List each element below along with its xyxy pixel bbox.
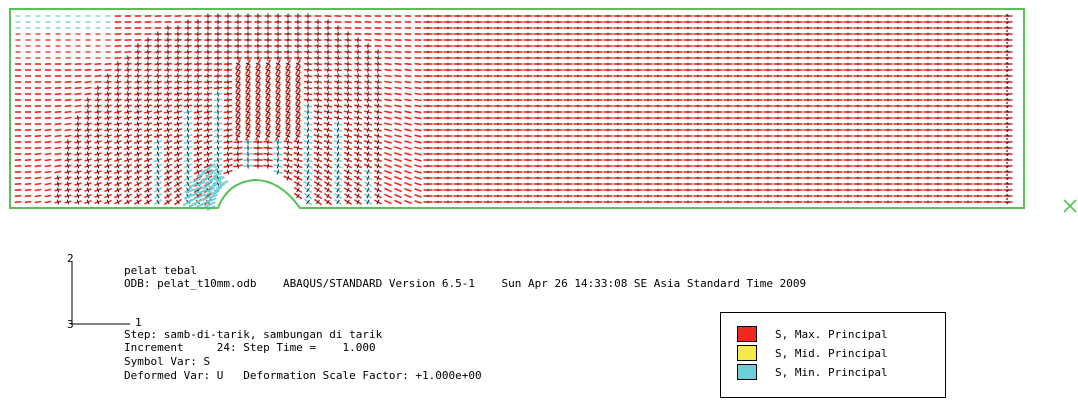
legend-label-min: S, Min. Principal xyxy=(775,365,888,379)
legend-label-max: S, Max. Principal xyxy=(775,327,888,341)
symbol-legend xyxy=(720,312,946,398)
legend-label-mid: S, Mid. Principal xyxy=(775,346,888,360)
legend-swatch-max xyxy=(737,326,757,342)
legend-item-mid xyxy=(737,345,888,361)
stress-symbol-field xyxy=(15,14,1013,211)
triad-axis-2-label: 2 xyxy=(67,252,74,265)
deformed-var-line: Deformed Var: U Deformation Scale Factor: +1.000e+00 xyxy=(124,369,482,382)
triad-axis-3-label: 3 xyxy=(67,318,74,331)
symbol-var-line: Symbol Var: S xyxy=(124,355,211,368)
legend-item-max xyxy=(737,326,888,342)
model-title: pelat tebal xyxy=(124,264,197,277)
legend-swatch-mid xyxy=(737,345,757,361)
legend-item-min xyxy=(737,364,888,380)
increment-line: Increment 24: Step Time = 1.000 xyxy=(124,341,376,354)
view-center-marker-icon[interactable] xyxy=(1064,200,1076,212)
odb-info-line: ODB: pelat_t10mm.odb ABAQUS/STANDARD Version 6.5-1 Sun Apr 26 14:33:08 SE Asia Standard Time 2009 xyxy=(124,277,807,290)
legend-swatch-min xyxy=(737,364,757,380)
step-line: Step: samb-di-tarik, sambungan di tarik xyxy=(124,328,383,341)
triad-axis-1-label: 1 xyxy=(135,316,142,329)
